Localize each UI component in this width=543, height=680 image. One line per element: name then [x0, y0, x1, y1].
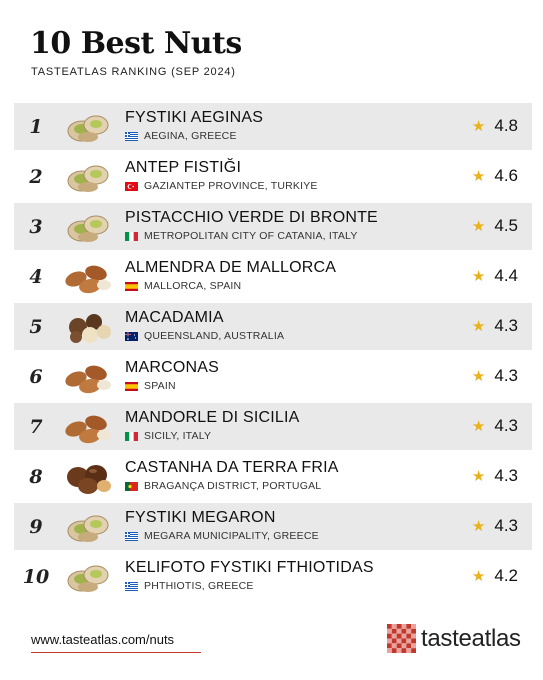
brand-name: tasteatlas	[421, 624, 521, 652]
page-title: 10 Best Nuts	[30, 26, 242, 61]
star-icon: ★	[471, 318, 486, 335]
rating-score: 4.5	[494, 216, 518, 235]
nut-location	[125, 530, 319, 542]
location-text: GAZIANTEP PROVINCE, TURKIYE	[144, 180, 318, 192]
ranking-row[interactable]	[14, 403, 532, 450]
nut-location	[125, 130, 263, 142]
nut-location	[125, 180, 318, 192]
nut-name: FYSTIKI MEGARON	[125, 509, 276, 526]
star-icon: ★	[471, 368, 486, 385]
checkered-logo-icon	[387, 624, 416, 653]
star-icon: ★	[471, 468, 486, 485]
location-text: SICILY, ITALY	[144, 430, 212, 442]
nut-location	[125, 480, 339, 492]
location-text: MALLORCA, SPAIN	[144, 280, 242, 292]
star-icon: ★	[471, 118, 486, 135]
nut-location	[125, 330, 284, 342]
rating	[472, 316, 518, 336]
nut-name: MANDORLE DI SICILIA	[125, 409, 300, 426]
location-text: MEGARA MUNICIPALITY, GREECE	[144, 530, 319, 542]
nut-location	[125, 230, 378, 242]
ranking-row[interactable]	[14, 103, 532, 150]
rating-score: 4.6	[494, 166, 518, 185]
rank-number: 5	[29, 315, 43, 338]
rating-score: 4.3	[494, 466, 518, 485]
rating	[472, 566, 518, 586]
rating	[472, 166, 518, 186]
pistachio-icon	[58, 105, 118, 149]
website-link[interactable]: www.tasteatlas.com/nuts	[31, 632, 175, 647]
rating-score: 4.3	[494, 416, 518, 435]
greece-flag-icon	[125, 532, 138, 541]
pistachio-icon	[58, 155, 118, 199]
italy-flag-icon	[125, 232, 138, 241]
location-text: BRAGANÇA DISTRICT, PORTUGAL	[144, 480, 322, 492]
rank-number: 1	[29, 115, 43, 138]
ranking-row[interactable]	[14, 253, 532, 300]
location-text: PHTHIOTIS, GREECE	[144, 580, 254, 592]
nut-name: PISTACCHIO VERDE DI BRONTE	[125, 209, 378, 226]
ranking-row[interactable]	[14, 453, 532, 500]
nut-name: CASTANHA DA TERRA FRIA	[125, 459, 339, 476]
nut-name: ANTEP FISTIĞI	[125, 159, 242, 176]
nut-name: KELIFOTO FYSTIKI FTHIOTIDAS	[125, 559, 374, 576]
rank-number: 8	[29, 465, 43, 488]
turkey-flag-icon	[125, 182, 138, 191]
location-text: METROPOLITAN CITY OF CATANIA, ITALY	[144, 230, 358, 242]
rating	[472, 466, 518, 486]
rank-number: 9	[29, 515, 43, 538]
ranking-row[interactable]	[14, 503, 532, 550]
rating	[472, 366, 518, 386]
pistachio-icon	[58, 555, 118, 599]
almond-icon	[58, 255, 118, 299]
rating-score: 4.3	[494, 516, 518, 535]
greece-flag-icon	[125, 582, 138, 591]
rank-number: 6	[29, 365, 43, 388]
australia-flag-icon	[125, 332, 138, 341]
rating-score: 4.3	[494, 366, 518, 385]
location-text: AEGINA, GREECE	[144, 130, 237, 142]
ranking-list	[14, 103, 532, 603]
spain-flag-icon	[125, 282, 138, 291]
rating	[472, 216, 518, 236]
star-icon: ★	[471, 568, 486, 585]
rating-score: 4.3	[494, 316, 518, 335]
nut-location	[125, 580, 374, 592]
macadamia-icon	[58, 305, 118, 349]
ranking-row[interactable]	[14, 353, 532, 400]
ranking-row[interactable]	[14, 203, 532, 250]
rating	[472, 116, 518, 136]
nut-name: FYSTIKI AEGINAS	[125, 109, 264, 126]
rank-number: 10	[22, 565, 50, 588]
ranking-row[interactable]	[14, 553, 532, 600]
almond-icon	[58, 355, 118, 399]
nut-name: ALMENDRA DE MALLORCA	[125, 259, 337, 276]
ranking-row[interactable]	[14, 303, 532, 350]
nut-location	[125, 430, 300, 442]
spain-flag-icon	[125, 382, 138, 391]
italy-flag-icon	[125, 432, 138, 441]
almond-icon	[58, 405, 118, 449]
portugal-flag-icon	[125, 482, 138, 491]
rank-number: 2	[29, 165, 43, 188]
nut-location	[125, 280, 336, 292]
rating	[472, 516, 518, 536]
star-icon: ★	[471, 418, 486, 435]
rank-number: 7	[29, 415, 43, 438]
chestnut-icon	[58, 455, 118, 499]
page-subtitle: TASTEATLAS RANKING (SEP 2024)	[31, 66, 236, 78]
nut-name: MARCONAS	[125, 359, 220, 376]
rating-score: 4.8	[494, 116, 518, 135]
rank-number: 4	[29, 265, 43, 288]
pistachio-icon	[58, 505, 118, 549]
url-underline	[31, 652, 201, 653]
brand-logo	[387, 624, 521, 653]
rating	[472, 266, 518, 286]
rating-score: 4.2	[494, 566, 518, 585]
star-icon: ★	[471, 218, 486, 235]
star-icon: ★	[471, 518, 486, 535]
location-text: SPAIN	[144, 380, 176, 392]
nut-name: MACADAMIA	[125, 309, 224, 326]
star-icon: ★	[471, 168, 486, 185]
rating	[472, 416, 518, 436]
star-icon: ★	[471, 268, 486, 285]
location-text: QUEENSLAND, AUSTRALIA	[144, 330, 285, 342]
rank-number: 3	[29, 215, 43, 238]
pistachio-icon	[58, 205, 118, 249]
rating-score: 4.4	[494, 266, 518, 285]
ranking-row[interactable]	[14, 153, 532, 200]
nut-location	[125, 380, 219, 392]
greece-flag-icon	[125, 132, 138, 141]
